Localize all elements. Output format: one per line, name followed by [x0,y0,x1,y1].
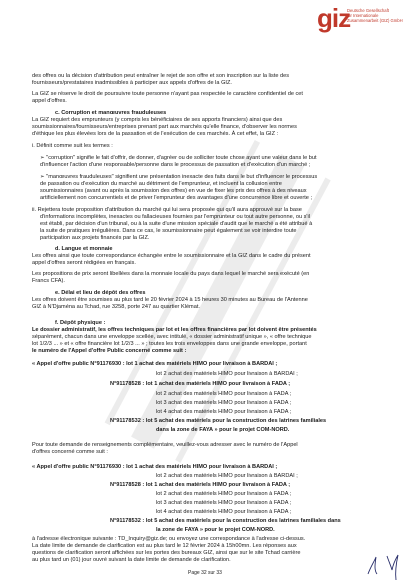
text-line: des offres ou la décision d'attribution peut entraîner le rejet de son offre et son inscription sur la liste des [32,73,290,79]
giz-logo [317,3,407,34]
text-line: ii. Rejettera toute proposition d'attribution du marché qui lui sera proposée qui qu'il aura approuvé sur la base [32,207,302,213]
text-line: à l'adresse électronique suivante : TD_Inquiry@giz.de; ou envoyez une correspondance à l'adresse ci-dessus. [32,536,306,542]
text-line: lot 4 achat des matériels HIMO pour livraison à FADA ; [156,409,292,415]
org-line: Deutsche Gesellschaft [347,8,389,13]
text-line: ➢ "manœuvres frauduleuses" signifient une présentation inexacte des faits dans le but d'influencer le processus [40,174,318,180]
text-line: est établi, par décision d'un tribunal, ou à la suite d'une mission spéciale d'audit que le marché a été attribué à [40,221,313,227]
text-line: lot 4 achat des matériels HIMO pour livraison à FADA ; [156,509,292,515]
text-line: soumissionnaires (avant ou après la soumission des offres) en vue de fixer les prix des offres à des niveaux [40,188,307,194]
text-line: La GIZ se réserve le droit de poursuivre toute personne n'ayant pas respectée le caractère confidentiel de cet [32,91,303,97]
section-heading: c. Corruption et manœuvres frauduleuses [55,110,167,116]
text-line: soumissionnaires/fournisseurs/entreprises prenant part aux marchés qu'elle finance, d'observer les normes [32,124,297,130]
org-name [347,8,403,23]
text-line: Les offres ainsi que toute correspondance échangée entre le soumissionnaire et la GIZ dans le cadre du présent [32,253,311,259]
logo-mark: giz [317,3,351,33]
text-line: Francs CFA). [32,278,65,284]
text-line: « Appel d'offre public N°91176930 : lot 1 achat des matériels HIMO pour livraison à BARDAI ; [32,464,278,470]
text-line: i. Définit comme suit les termes : [32,143,113,149]
text-line: artificiellement non concurrentiels et de priver l'emprunteur des avantages d'une concurrence libre et ouverte ; [40,195,313,201]
text-line: le numéro de l'Appel d'offre Public concerné comme suit : [32,348,187,354]
text-line: La GIZ requiert des emprunteurs (y compris les bénéficiaires de ses apports financiers) ainsi que des [32,117,283,123]
text-line: lot 2 achat des matériels HIMO pour livraison à FADA ; [156,491,292,497]
text-line: fournisseurs/prestataires inadmissibles à participer aux appels d'offres de la GIZ. [32,80,232,86]
text-line: lot 2 achat des matériels HIMO pour livraison à BARDAI ; [156,371,298,377]
text-line: de passation ou d'exécution du marché au détriment de l'emprunteur, et incluent la collusion entre [40,181,282,187]
text-line: d'éthique les plus élevées lors de la passation et de l'exécution de ces marchés. À cet effet, la GIZ : [32,131,279,137]
text-line: N°91178528 : lot 1 achat des matériels HIMO pour livraison à FADA ; [110,381,291,387]
text-line: d'informations incomplètes, inexactes ou fallacieuses fournies par l'emprunteur ou tout autre personne, ou s'il [40,214,310,220]
org-line: für Internationale [347,13,379,18]
section-heading: f. Dépôt physique : [55,320,106,326]
text-line: la zone de FAYA » pour le projet COM-NORD. [156,527,275,533]
text-line: d'offres concerné comme suit : [32,449,108,455]
section-heading: d. Langue et monnaie [55,246,113,252]
text-line: lot 2 achat des matériels HIMO pour livraison à FADA ; [156,391,292,397]
text-line: La date limite de demande de clarification est au plus tard le 12 février 2024 à 15h00mn. Les réponses aux [32,543,297,549]
text-line: questions de clarification seront affichées sur les portes des bureaux GIZ, ainsi que sur le site Tchad carrière [32,550,301,556]
text-line: « Appel d'offre public N°91176930 : lot 1 achat des matériels HIMO pour livraison à BARDAI ; [32,361,278,367]
text-line: Le dossier administratif, les offres techniques par lot et les offres financières par lot doivent être présentés [32,327,317,333]
page-number: Page 32 sur 33 [188,570,222,576]
text-line: dans la zone de FAYA » pour le projet COM-NORD. [156,427,290,433]
text-line: lot 3 achat des matériels HIMO pour livraison à FADA ; [156,500,292,506]
text-line: séparément, chacun dans une enveloppe scellée, avec intitulé, « dossier administratif unique », « offre technique [32,334,312,340]
signature-initials [365,548,405,582]
text-line: d'influencer l'action d'une responsable/personne dans le processus de passation et d'exécution d'un marché ; [40,162,311,168]
text-line: la suite de pratiques irrégulières. Dans ce cas, le soumissionnaire peut également se voir interdire toute [40,228,297,234]
text-line: lot 3 achat des matériels HIMO pour livraison à FADA ; [156,400,292,406]
text-line: au plus tard un (01) jour ouvré suivant la date limite de demande de clarification. [32,557,231,563]
text-line: lot 2 achat des matériels HIMO pour livraison à BARDAI ; [156,473,298,479]
text-line: appel d'offres. [32,98,67,104]
text-line: N°91178532 : lot 5 achat des matériels pour la construction des latrines familiales dans [110,518,341,524]
text-line: N°91178528 : lot 1 achat des matériels HIMO pour livraison à FADA ; [110,482,291,488]
text-line: N°91178532 : lot 5 achat des matériels pour la construction des latrines familiales [110,418,327,424]
text-line: Les offres doivent être soumises au plus tard le 20 février 2024 à 15 heures 30 minutes au Bureau de l'Antenne [32,297,308,303]
text-line: GIZ à N'Djaména au Tchad, rue 3258, porte 247 au quartier Klémat. [32,304,200,310]
text-line: lot 1/2/3 ... » et « offre financière lot 1/2/3 ... » ; toutes les trois enveloppes dans une grande enveloppe, portant [32,341,307,347]
text-line: appel d'offres seront rédigées en français. [32,260,136,266]
org-line: Zusammenarbeit (GIZ) GmbH [347,18,403,23]
text-line: Pour toute demande de renseignements complémentaire, veuillez-vous adresser avec le numéro de l'Appel [32,442,298,448]
text-line: ➢ "corruption" signifie le fait d'offrir, de donner, d'agréer ou de solliciter toute chose ayant une valeur dans le but [40,155,317,161]
text-line: Les propositions de prix seront libellées dans la monnaie locale du pays dans lequel le marché sera exécuté (en [32,271,310,277]
section-heading: e. Délai et lieu de dépôt des offres [55,290,146,296]
text-line: participation aux projets financés par la GIZ. [40,235,150,241]
